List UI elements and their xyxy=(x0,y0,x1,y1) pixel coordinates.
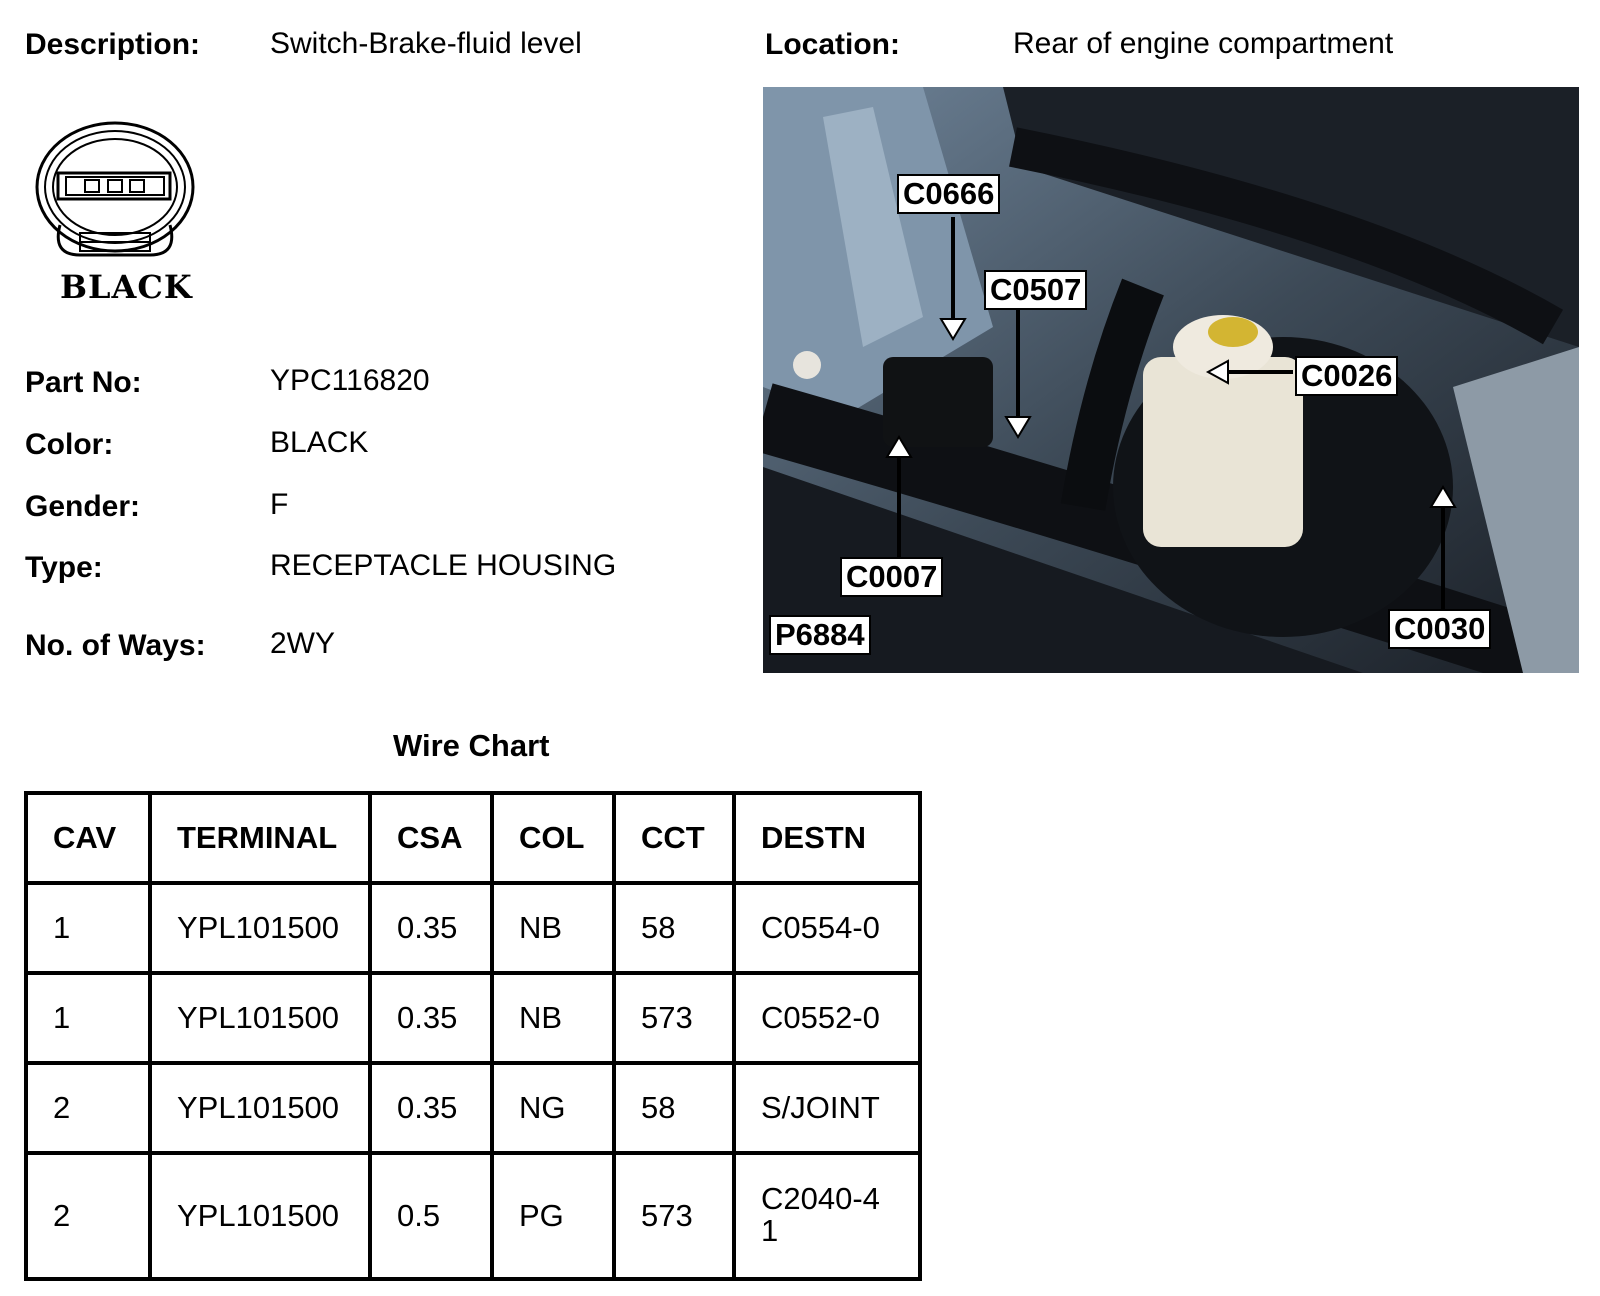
cell-csa: 0.35 xyxy=(370,1063,492,1153)
table-row xyxy=(26,1153,920,1279)
cell-destn xyxy=(734,1153,920,1279)
cell-csa: 0.35 xyxy=(370,973,492,1063)
photo-callout-c0666: C0666 xyxy=(897,174,1000,214)
gender-label: Gender: xyxy=(25,490,141,523)
part-no-label: Part No: xyxy=(25,366,142,399)
cell-cct: 58 xyxy=(614,1063,734,1153)
table-row xyxy=(26,883,920,973)
ways-label: No. of Ways: xyxy=(25,629,206,662)
description-label: Description: xyxy=(25,28,201,61)
connector-caption: BLACK xyxy=(60,268,193,306)
cell-csa: 0.35 xyxy=(370,883,492,973)
cell-col: NB xyxy=(492,973,614,1063)
table-row xyxy=(26,973,920,1063)
location-value: Rear of engine compartment xyxy=(1013,27,1394,60)
location-label: Location: xyxy=(765,28,900,61)
cell-terminal: YPL101500 xyxy=(150,883,370,973)
cell-terminal: YPL101500 xyxy=(150,973,370,1063)
gender-value: F xyxy=(270,488,289,521)
header-csa: CSA xyxy=(370,793,492,883)
photo-callout-c0026: C0026 xyxy=(1295,356,1398,396)
photo-callout-c0030: C0030 xyxy=(1388,609,1491,649)
wire-chart-title: Wire Chart xyxy=(393,728,550,763)
wire-chart-header-row xyxy=(26,793,920,883)
photo-reference: P6884 xyxy=(769,615,871,655)
header-col: COL xyxy=(492,793,614,883)
cell-terminal: YPL101500 xyxy=(150,1063,370,1153)
cell-terminal: YPL101500 xyxy=(150,1153,370,1279)
cell-destn: C0552-0 xyxy=(734,973,920,1063)
ways-value: 2WY xyxy=(270,627,336,660)
cell-cct: 58 xyxy=(614,883,734,973)
cell-destn: S/JOINT xyxy=(734,1063,920,1153)
location-photo xyxy=(763,87,1579,673)
photo-callout-c0507: C0507 xyxy=(984,270,1087,310)
cell-cct: 573 xyxy=(614,1153,734,1279)
header-terminal: TERMINAL xyxy=(150,793,370,883)
part-no-value: YPC116820 xyxy=(270,364,430,397)
wire-chart-table xyxy=(24,791,922,1281)
color-label: Color: xyxy=(25,428,114,461)
cell-col: NG xyxy=(492,1063,614,1153)
cell-cav: 2 xyxy=(26,1063,150,1153)
cell-csa: 0.5 xyxy=(370,1153,492,1279)
cell-cav: 2 xyxy=(26,1153,150,1279)
type-label: Type: xyxy=(25,551,103,584)
header-cav: CAV xyxy=(26,793,150,883)
table-row xyxy=(26,1063,920,1153)
cell-cct: 573 xyxy=(614,973,734,1063)
cell-cav: 1 xyxy=(26,883,150,973)
type-value: RECEPTACLE HOUSING xyxy=(270,549,617,582)
cell-col: PG xyxy=(492,1153,614,1279)
cell-destn: C0554-0 xyxy=(734,883,920,973)
cell-col: NB xyxy=(492,883,614,973)
description-value: Switch-Brake-fluid level xyxy=(270,27,582,60)
cell-cav: 1 xyxy=(26,973,150,1063)
color-value: BLACK xyxy=(270,426,369,459)
header-destn: DESTN xyxy=(734,793,920,883)
header-cct: CCT xyxy=(614,793,734,883)
photo-callout-c0007: C0007 xyxy=(840,557,943,597)
cell-destn-text: C2040-41 xyxy=(761,1181,880,1248)
